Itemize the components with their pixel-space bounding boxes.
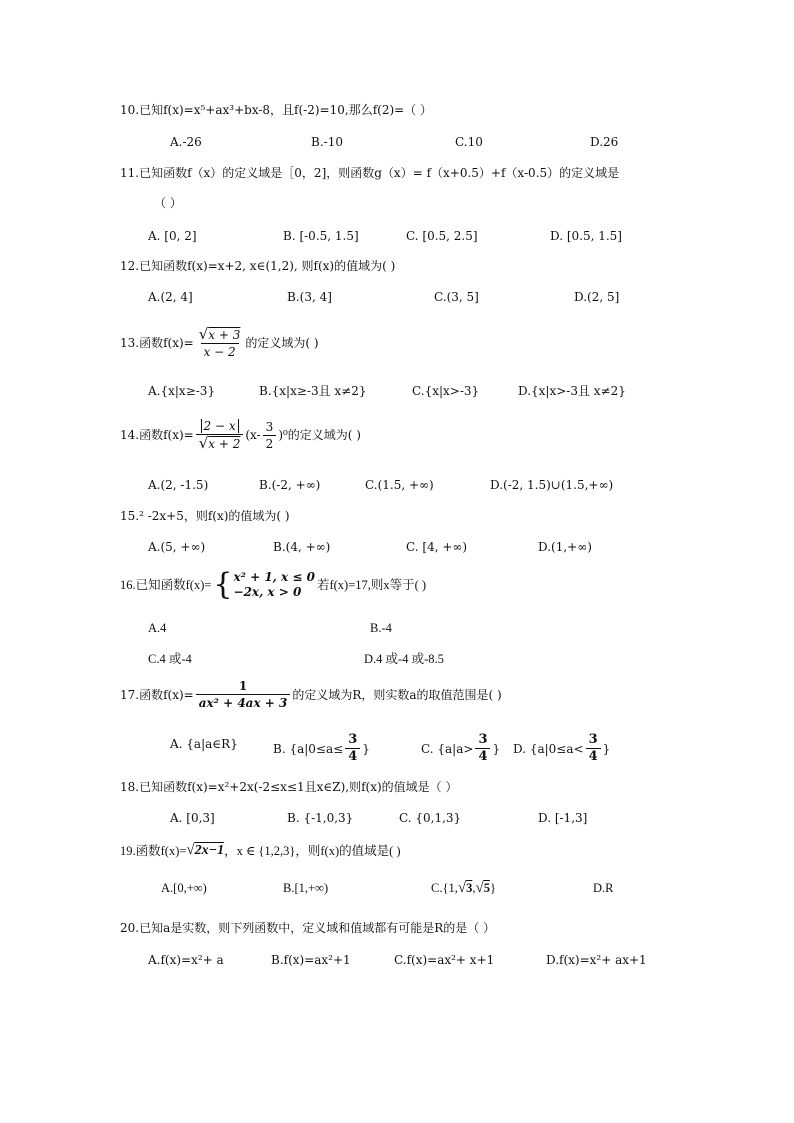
question-16-stem (120, 567, 427, 602)
fraction-denominator: x − 2 (201, 343, 239, 360)
option-b[interactable]: B.-4 (370, 621, 392, 635)
option-d[interactable]: D.(-2, 1.5)∪(1.5,+∞) (490, 478, 614, 492)
option-c[interactable]: C.10 (455, 135, 483, 149)
question-14-stem (120, 418, 361, 452)
question-11-options (0, 224, 794, 248)
piece-case-1: x² + 1, x ≤ 0 (233, 570, 315, 584)
stem-prefix: 16.已知函数f(x)= (120, 578, 212, 592)
piecewise-function (213, 567, 315, 602)
option-c[interactable]: C.f(x)=ax²+ x+1 (394, 953, 495, 967)
sqrt-sign: √ (186, 842, 195, 858)
fraction-denominator: 4 (475, 748, 490, 765)
question-16-options-row-2 (0, 647, 794, 671)
option-b[interactable]: B.f(x)=ax²+1 (271, 953, 351, 967)
absolute-value: 2 − x (201, 419, 239, 433)
stem-suffix: 的定义域为( ) (245, 336, 319, 350)
option-c[interactable] (431, 876, 496, 900)
option-b[interactable]: B.-10 (311, 135, 343, 149)
fraction-denominator (196, 434, 244, 452)
radicand: 5 (483, 881, 490, 895)
stem-suffix: 若f(x)=17,则x等于( ) (316, 578, 427, 592)
fraction-numerator: 1 (238, 679, 248, 693)
option-d-fraction (586, 732, 601, 765)
fraction-numerator: 3 (265, 419, 274, 434)
option-b[interactable]: B.[1,+∞) (283, 881, 329, 895)
option-d[interactable] (513, 732, 610, 765)
option-b-fraction (345, 732, 360, 765)
stem-suffix: )⁰的定义域为( ) (278, 428, 361, 442)
question-19-stem (120, 840, 401, 861)
question-11-text: 11.已知函数f（x）的定义域是［0，2]，则函数g（x）= f（x+0.5）+f（x-0.5）的定义域是 (120, 166, 620, 180)
option-a[interactable]: A.(2, -1.5) (148, 478, 209, 492)
question-18-options (0, 806, 794, 830)
option-c-prefix: C. {a|a> (421, 741, 474, 756)
radicand: 3 (466, 881, 473, 895)
option-c[interactable]: C. {0,1,3} (399, 811, 462, 825)
option-b[interactable]: B.(-2, +∞) (259, 478, 321, 492)
option-c-prefix: C.{1, (431, 881, 458, 895)
option-b[interactable] (273, 732, 370, 765)
radicand: 2x−1 (194, 843, 225, 858)
fraction-numerator (196, 326, 244, 343)
option-c-separator: , (472, 881, 476, 895)
question-13-options (0, 379, 794, 403)
option-b-prefix: B. {a|0≤a≤ (273, 741, 344, 756)
sqrt-sign: √ (198, 434, 209, 452)
option-a[interactable]: A.4 (148, 621, 167, 635)
fraction-denominator: ax² + 4ax + 3 (196, 694, 291, 711)
option-b[interactable]: B. {-1,0,3} (287, 811, 354, 825)
piecewise-rows (234, 570, 315, 600)
option-c[interactable]: C. [4, +∞) (406, 540, 468, 554)
option-d[interactable]: D.f(x)=x²+ ax+1 (546, 953, 647, 967)
question-20-options (0, 948, 794, 972)
question-18-text: 18.已知函数f(x)=x²+2x(-2≤x≤1且x∈Z),则f(x)的值域是（ ） (120, 780, 458, 794)
sqrt-5 (475, 876, 489, 900)
fraction (196, 418, 244, 452)
option-d[interactable]: D. [0.5, 1.5] (550, 229, 622, 243)
stem-prefix: 13.函数f(x)= (120, 336, 194, 350)
question-14-options (0, 473, 794, 497)
question-15-options (0, 535, 794, 559)
fraction-numerator: 3 (348, 732, 358, 747)
fraction-denominator: 4 (345, 748, 360, 765)
question-20-text: 20.已知a是实数，则下列函数中，定义域和值域都有可能是R的是（ ） (120, 921, 496, 935)
option-c-fraction (475, 732, 490, 765)
fraction-numerator: 3 (588, 732, 598, 747)
question-13-stem (120, 326, 319, 360)
radicand: x + 3 (208, 328, 241, 342)
question-12-options (0, 285, 794, 309)
question-10-options (0, 130, 794, 154)
sqrt-expression (186, 840, 224, 861)
option-d[interactable]: D.(1,+∞) (538, 540, 592, 554)
option-a[interactable]: A. [0,3] (170, 811, 215, 825)
piece-case-2: −2x, x > 0 (233, 585, 302, 599)
option-d-suffix: } (602, 741, 611, 756)
option-d[interactable]: D.(2, 5] (574, 290, 620, 304)
sqrt-sign: √ (457, 880, 467, 896)
stem-suffix: 的定义域为R，则实数a的取值范围是( ) (292, 687, 502, 702)
option-a[interactable]: A.f(x)=x²+ a (148, 953, 224, 967)
option-c[interactable]: C. [0.5, 2.5] (406, 229, 478, 243)
question-20-stem (120, 918, 495, 938)
option-b[interactable]: B. [-0.5, 1.5] (283, 229, 359, 243)
option-a[interactable]: A.[0,+∞) (161, 881, 207, 895)
option-a[interactable]: A.(2, 4] (148, 290, 193, 304)
radicand: x + 2 (208, 437, 241, 451)
question-15-text: 15.² -2x+5，则f(x)的值域为( ) (120, 509, 290, 523)
question-15-stem (120, 506, 290, 526)
fraction (196, 326, 244, 360)
stem-prefix: 19.函数f(x)= (120, 843, 187, 858)
option-a[interactable]: A.-26 (170, 135, 202, 149)
stem-prefix: 17.函数f(x)= (120, 687, 194, 702)
stem-middle: (x- (245, 428, 261, 442)
left-brace-icon: { (213, 567, 233, 602)
stem-prefix: 14.函数f(x)= (120, 428, 194, 442)
option-d[interactable]: D.26 (590, 135, 619, 149)
question-19-options (0, 876, 794, 900)
stem-suffix: ，x ∈ {1,2,3}，则f(x)的值域是( ) (224, 843, 401, 858)
question-12-stem (120, 256, 395, 276)
option-b[interactable]: B.(3, 4] (287, 290, 332, 304)
question-10-text: 10.已知f(x)=x⁵+ax³+bx-8，且f(-2)=10,那么f(2)=（ ） (120, 103, 433, 117)
sqrt-sign: √ (198, 325, 209, 343)
option-c-suffix: } (492, 741, 501, 756)
option-d[interactable]: D.4 或-4 或-8.5 (364, 652, 444, 666)
fraction-numerator (198, 418, 242, 434)
question-17-options (0, 732, 794, 764)
option-c[interactable]: C.(1.5, +∞) (365, 478, 434, 492)
option-d-prefix: D. {a|0≤a< (513, 741, 584, 756)
option-b[interactable]: B.{x|x≥-3且 x≠2} (259, 384, 367, 398)
sqrt-3 (458, 876, 472, 900)
option-b-suffix: } (362, 741, 370, 756)
question-17-stem (120, 678, 502, 711)
fraction-denominator: 4 (586, 748, 601, 765)
option-d[interactable]: D.{x|x>-3且 x≠2} (518, 384, 626, 398)
option-a[interactable]: A.(5, +∞) (148, 540, 206, 554)
option-c[interactable] (421, 732, 500, 765)
option-a[interactable]: A.{x|x≥-3} (148, 384, 216, 398)
question-18-stem (120, 777, 458, 797)
question-16-options-row-1 (0, 616, 794, 640)
option-a[interactable]: A. [0, 2] (148, 229, 197, 243)
fraction-three-halves (263, 419, 277, 452)
question-11-stem-continued: （ ） (154, 196, 182, 210)
option-b[interactable]: B.(4, +∞) (273, 540, 331, 554)
question-12-text: 12.已知函数f(x)=x+2, x∈(1,2), 则f(x)的值域为( ) (120, 259, 396, 273)
option-d[interactable]: D. [-1,3] (538, 811, 588, 825)
sqrt-sign: √ (475, 880, 484, 896)
option-c[interactable]: C.(3, 5] (434, 290, 479, 304)
fraction-denominator: 2 (263, 435, 277, 452)
fraction (196, 678, 291, 711)
option-c-suffix: } (489, 881, 496, 895)
option-d[interactable]: D.R (593, 881, 614, 895)
option-c[interactable]: C.4 或-4 (148, 652, 192, 666)
fraction-numerator: 3 (478, 732, 488, 747)
option-c[interactable]: C.{x|x>-3} (412, 384, 480, 398)
question-11-stem (120, 163, 619, 183)
option-a[interactable]: A. {a|a∈R} (170, 737, 238, 751)
question-10-stem (120, 100, 432, 120)
